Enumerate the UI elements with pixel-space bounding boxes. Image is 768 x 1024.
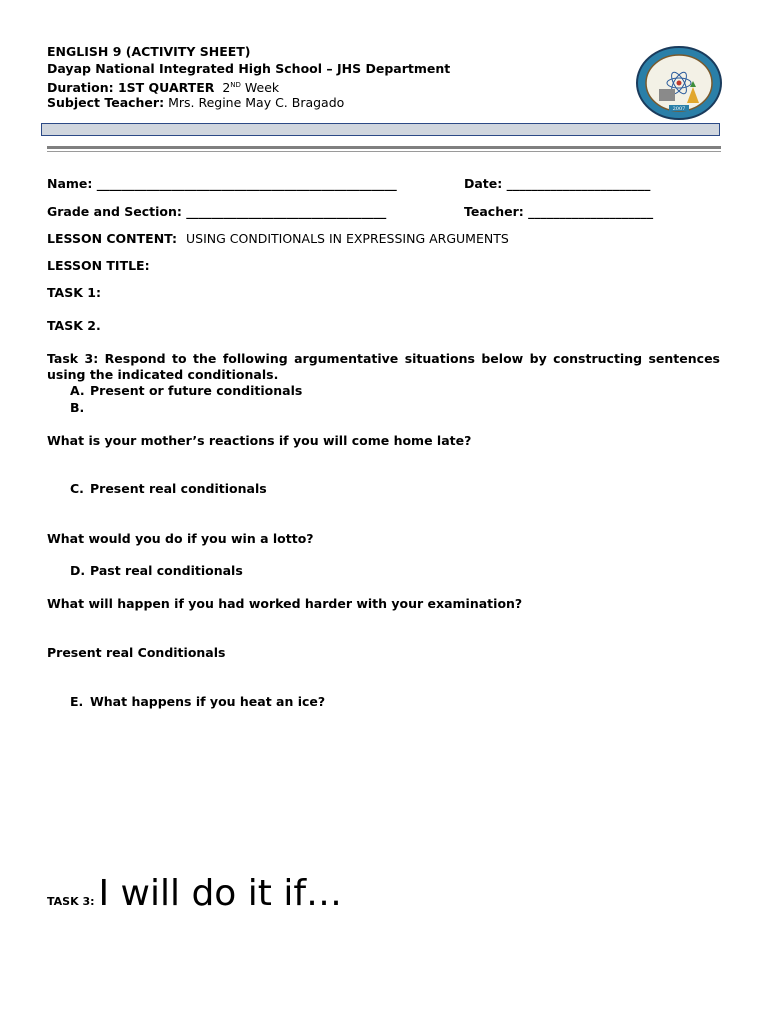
school-name: Dayap National Integrated High School – JHS Department — [47, 61, 451, 76]
list-marker-a: A. — [70, 383, 85, 398]
list-item-b — [70, 400, 90, 415]
task3-sentence-starter: I will do it if… — [98, 873, 342, 914]
list-item-a — [70, 383, 302, 398]
task1-label: TASK 1: — [47, 285, 101, 300]
list-text-c: Present real conditionals — [90, 481, 267, 496]
list-item-c — [70, 481, 267, 496]
question-1: What is your mother’s reactions if you will come home late? — [47, 433, 472, 448]
list-text-d: Past real conditionals — [90, 563, 243, 578]
seal-year: 2007 — [672, 106, 686, 112]
task3-prompt — [47, 872, 342, 924]
grade-section-field-label: Grade and Section: ________________________________ — [47, 204, 387, 219]
list-text-e: What happens if you heat an ice? — [90, 694, 326, 709]
name-field-label: Name: ________________________________________________ — [47, 176, 397, 191]
question-2: What would you do if you win a lotto? — [47, 531, 314, 546]
lesson-content-label: LESSON CONTENT: — [47, 231, 178, 246]
task2-label: TASK 2. — [47, 318, 101, 333]
list-item-e — [70, 694, 325, 709]
lesson-content-value: USING CONDITIONALS IN EXPRESSING ARGUMENTS — [186, 231, 509, 246]
task3-instructions: Task 3: Respond to the following argumentative situations below by constructing sentences using the indicated conditionals. — [47, 351, 720, 382]
list-item-d — [70, 563, 243, 578]
present-real-conditionals-heading: Present real Conditionals — [47, 645, 226, 660]
list-marker-e: E. — [70, 694, 84, 709]
subject-teacher-label: Subject Teacher: — [47, 95, 165, 110]
sheet-title: ENGLISH 9 (ACTIVITY SHEET) — [47, 44, 251, 59]
date-field-label: Date: _______________________ — [464, 176, 651, 191]
question-3: What will happen if you had worked harder with your examination? — [47, 596, 523, 611]
list-marker-b: B. — [70, 400, 85, 415]
list-marker-c: C. — [70, 481, 84, 496]
list-marker-d: D. — [70, 563, 86, 578]
school-seal-logo — [635, 45, 723, 121]
duration-superscript: ND — [230, 81, 241, 89]
divider-thin — [47, 151, 721, 152]
divider-thick — [47, 146, 721, 149]
duration-label: Duration: 1ST QUARTER — [47, 80, 215, 96]
list-text-a: Present or future conditionals — [90, 383, 303, 398]
teacher-field-label: Teacher: ____________________ — [464, 204, 654, 219]
duration-number: 2 — [222, 80, 231, 96]
duration-week: Week — [244, 80, 280, 96]
task3-small-label: TASK 3: — [47, 895, 95, 908]
subject-teacher-name: Mrs. Regine May C. Bragado — [168, 95, 345, 110]
lesson-title-label: LESSON TITLE: — [47, 258, 150, 273]
teacher-line — [47, 94, 344, 111]
header-bar — [41, 123, 720, 136]
